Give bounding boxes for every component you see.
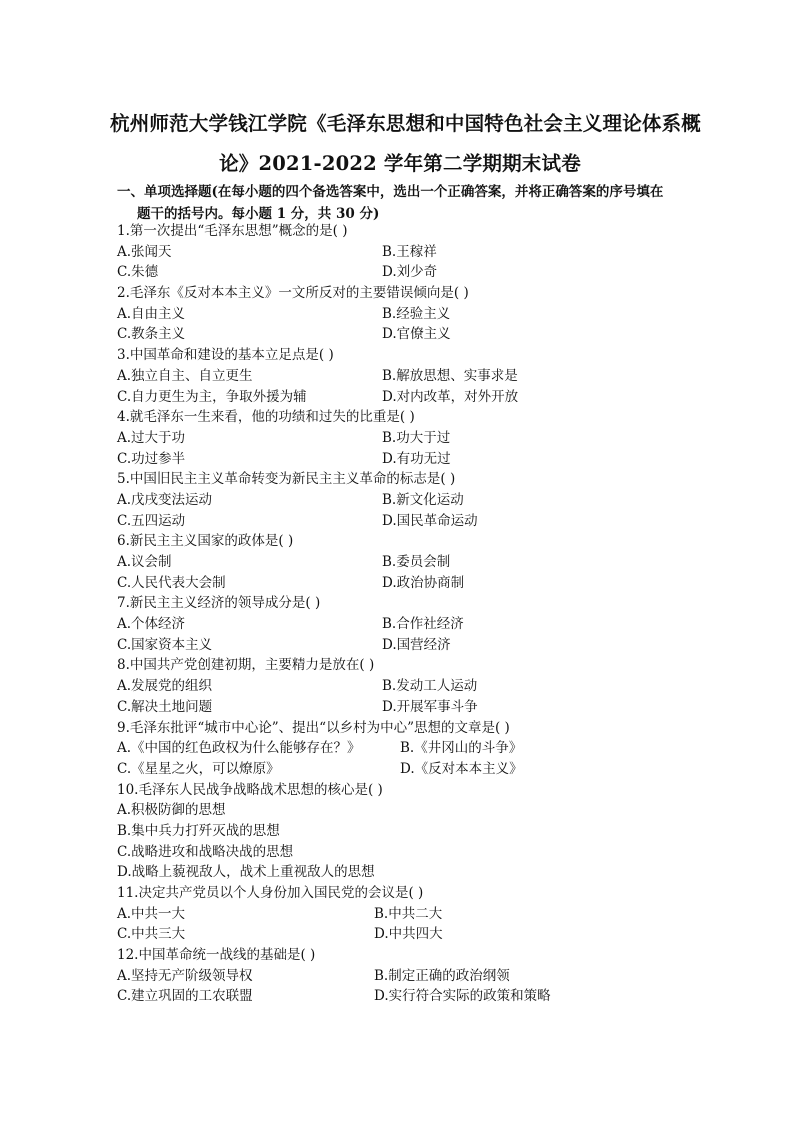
question-list (117, 221, 683, 1007)
question-stem: 7.新民主主义经济的领导成分是( ) (117, 595, 321, 612)
option-row (117, 428, 683, 449)
option-row (117, 324, 683, 345)
question-stem: 10.毛泽东人民战争战略战术思想的核心是( ) (117, 781, 383, 798)
option-d: D.中共四大 (374, 926, 443, 943)
option-row (117, 697, 683, 718)
option-row (117, 262, 683, 283)
option-b: B.集中兵力打歼灭战的思想 (117, 822, 280, 839)
option-d: D.开展军事斗争 (382, 698, 478, 715)
exam-title-line-2: 论》2021-2022 学年第二学期期末试卷 (219, 152, 581, 175)
option-row (117, 573, 683, 594)
option-d: D.国民革命运动 (382, 512, 478, 529)
question-stem: 12.中国革命统一战线的基础是( ) (117, 947, 316, 964)
option-c: C.建立巩固的工农联盟 (117, 988, 253, 1005)
option-row (117, 821, 683, 842)
option-a: A.中共一大 (117, 905, 186, 922)
option-b: B.解放思想、实事求是 (382, 367, 518, 384)
option-b: B.中共二大 (374, 905, 443, 922)
option-row (117, 387, 683, 408)
option-b: B.制定正确的政治纲领 (374, 967, 510, 984)
option-b: B.合作社经济 (382, 616, 464, 633)
option-c: C.五四运动 (117, 512, 186, 529)
option-c: C.人民代表大会制 (117, 574, 226, 591)
exam-title-line-1: 杭州师范大学钱江学院《毛泽东思想和中国特色社会主义理论体系概 (110, 112, 702, 135)
option-row (117, 842, 683, 863)
question-stem: 8.中国共产党创建初期，主要精力是放在( ) (117, 657, 375, 674)
option-a: A.戊戌变法运动 (117, 491, 213, 508)
option-row (117, 635, 683, 656)
question-stem: 9.毛泽东批评“城市中心论”、提出“以乡村为中心”思想的文章是( ) (117, 719, 510, 736)
option-b: B.发动工人运动 (382, 678, 478, 695)
option-d: D.政治协商制 (382, 574, 465, 591)
option-row (117, 904, 683, 925)
option-a: A.个体经济 (117, 616, 186, 633)
option-d: D.有功无过 (382, 450, 451, 467)
option-d: D.官僚主义 (382, 326, 451, 343)
option-d: D.刘少奇 (382, 264, 438, 281)
option-c: C.解决土地问题 (117, 698, 213, 715)
option-d: D.国营经济 (382, 636, 451, 653)
option-row (117, 924, 683, 945)
option-c: C.朱德 (117, 264, 159, 281)
option-c: C.中共三大 (117, 926, 186, 943)
option-c: C.教条主义 (117, 326, 186, 343)
option-row (117, 676, 683, 697)
option-a: A.《中国的红色政权为什么能够存在？》 (117, 740, 361, 757)
option-row (117, 304, 683, 325)
option-c: C.功过参半 (117, 450, 186, 467)
option-row (117, 242, 683, 263)
option-row (117, 490, 683, 511)
option-a: A.过大于功 (117, 429, 186, 446)
question-stem: 2.毛泽东《反对本本主义》一文所反对的主要错误倾向是( ) (117, 285, 469, 302)
option-row (117, 552, 683, 573)
option-a: A.张闻天 (117, 243, 172, 260)
option-b: B.王稼祥 (382, 243, 437, 260)
option-row (117, 862, 683, 883)
option-row (117, 966, 683, 987)
question-stem: 4.就毛泽东一生来看，他的功绩和过失的比重是( ) (117, 409, 415, 426)
option-d: D.《反对本本主义》 (400, 760, 523, 777)
section-heading (117, 181, 683, 225)
option-b: B.《井冈山的斗争》 (400, 740, 523, 757)
option-row (117, 366, 683, 387)
option-d: D.战略上藐视敌人，战术上重视敌人的思想 (117, 864, 375, 881)
option-d: D.对内改革，对外开放 (382, 388, 519, 405)
option-b: B.功大于过 (382, 429, 451, 446)
option-row (117, 759, 683, 780)
option-b: B.经验主义 (382, 305, 451, 322)
option-c: C.自力更生为主，争取外援为辅 (117, 388, 307, 405)
option-a: A.发展党的组织 (117, 678, 213, 695)
question-stem: 5.中国旧民主主义革命转变为新民主主义革命的标志是( ) (117, 471, 456, 488)
option-b: B.委员会制 (382, 554, 451, 570)
question-stem: 1.第一次提出“毛泽东思想”概念的是( ) (117, 223, 348, 239)
option-row (117, 800, 683, 821)
option-a: A.议会制 (117, 554, 172, 570)
option-b: B.新文化运动 (382, 491, 464, 508)
question-stem: 6.新民主主义国家的政体是( ) (117, 533, 294, 550)
option-d: D.实行符合实际的政策和策略 (374, 988, 551, 1005)
option-a: A.坚持无产阶级领导权 (117, 967, 253, 984)
option-row (117, 511, 683, 532)
question-stem: 11.决定共产党员以个人身份加入国民党的会议是( ) (117, 885, 424, 901)
option-row (117, 614, 683, 635)
option-a: A.自由主义 (117, 305, 186, 322)
option-row (117, 738, 683, 759)
option-a: A.独立自主、自立更生 (117, 367, 253, 384)
option-c: C.《星星之火，可以燎原》 (117, 760, 280, 777)
question-stem: 3.中国革命和建设的基本立足点是( ) (117, 347, 334, 364)
option-row (117, 986, 683, 1007)
option-c: C.国家资本主义 (117, 636, 213, 653)
section-instruction-line-1: 一、单项选择题(在每小题的四个备选答案中，选出一个正确答案，并将正确答案的序号填在 (117, 184, 664, 200)
section-instruction-line-2: 题干的括号内。每小题 1 分，共 30 分) (137, 206, 380, 222)
option-a: A.积极防御的思想 (117, 802, 226, 819)
option-c: C.战略进攻和战略决战的思想 (117, 843, 294, 860)
option-row (117, 449, 683, 470)
